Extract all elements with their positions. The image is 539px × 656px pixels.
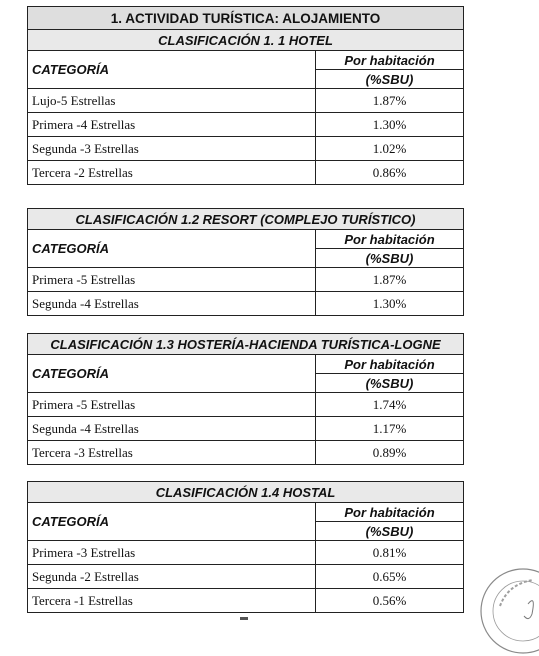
table-row [28, 441, 464, 465]
category-cell: Primera -5 Estrellas [28, 268, 316, 292]
table-row [28, 393, 464, 417]
category-cell: Tercera -3 Estrellas [28, 441, 316, 465]
sbu-header: (%SBU) [316, 374, 464, 393]
value-cell: 0.65% [316, 565, 464, 589]
sbu-header: (%SBU) [316, 70, 464, 89]
value-cell: 0.81% [316, 541, 464, 565]
sbu-header: (%SBU) [316, 522, 464, 541]
category-cell: Primera -5 Estrellas [28, 393, 316, 417]
category-cell: Segunda -3 Estrellas [28, 137, 316, 161]
per-room-header: Por habitación [316, 230, 464, 249]
table-hotel [27, 6, 464, 185]
value-cell: 1.30% [316, 113, 464, 137]
table-row [28, 565, 464, 589]
table-hostal [27, 481, 464, 613]
seal-stamp [478, 566, 539, 656]
table-resort [27, 208, 464, 316]
category-cell: Segunda -2 Estrellas [28, 565, 316, 589]
table-title: CLASIFICACIÓN 1.4 HOSTAL [28, 482, 464, 503]
sbu-header: (%SBU) [316, 249, 464, 268]
section-title: 1. ACTIVIDAD TURÍSTICA: ALOJAMIENTO [28, 7, 464, 30]
category-cell: Primera -3 Estrellas [28, 541, 316, 565]
table-row [28, 417, 464, 441]
per-room-header: Por habitación [316, 503, 464, 522]
category-cell: Segunda -4 Estrellas [28, 417, 316, 441]
category-cell: Segunda -4 Estrellas [28, 292, 316, 316]
value-cell: 0.89% [316, 441, 464, 465]
category-cell: Primera -4 Estrellas [28, 113, 316, 137]
table-row [28, 113, 464, 137]
category-cell: Tercera -1 Estrellas [28, 589, 316, 613]
value-cell: 1.17% [316, 417, 464, 441]
table-row [28, 161, 464, 185]
table-row [28, 292, 464, 316]
category-header: CATEGORÍA [28, 230, 316, 268]
table-row [28, 89, 464, 113]
value-cell: 1.87% [316, 89, 464, 113]
value-cell: 0.56% [316, 589, 464, 613]
table-row [28, 541, 464, 565]
value-cell: 1.74% [316, 393, 464, 417]
table-row [28, 137, 464, 161]
category-header: CATEGORÍA [28, 355, 316, 393]
table-row [28, 268, 464, 292]
category-header: CATEGORÍA [28, 503, 316, 541]
category-header: CATEGORÍA [28, 51, 316, 89]
per-room-header: Por habitación [316, 355, 464, 374]
per-room-header: Por habitación [316, 51, 464, 70]
table-title: CLASIFICACIÓN 1. 1 HOTEL [28, 30, 464, 51]
category-cell: Tercera -2 Estrellas [28, 161, 316, 185]
table-title: CLASIFICACIÓN 1.3 HOSTERÍA-HACIENDA TURÍSTICA-LOGNE [28, 334, 464, 355]
value-cell: 1.30% [316, 292, 464, 316]
table-title: CLASIFICACIÓN 1.2 RESORT (COMPLEJO TURÍSTICO) [28, 209, 464, 230]
page-mark [240, 617, 248, 620]
category-cell: Lujo-5 Estrellas [28, 89, 316, 113]
table-row [28, 589, 464, 613]
value-cell: 0.86% [316, 161, 464, 185]
value-cell: 1.02% [316, 137, 464, 161]
value-cell: 1.87% [316, 268, 464, 292]
table-hosteria [27, 333, 464, 465]
